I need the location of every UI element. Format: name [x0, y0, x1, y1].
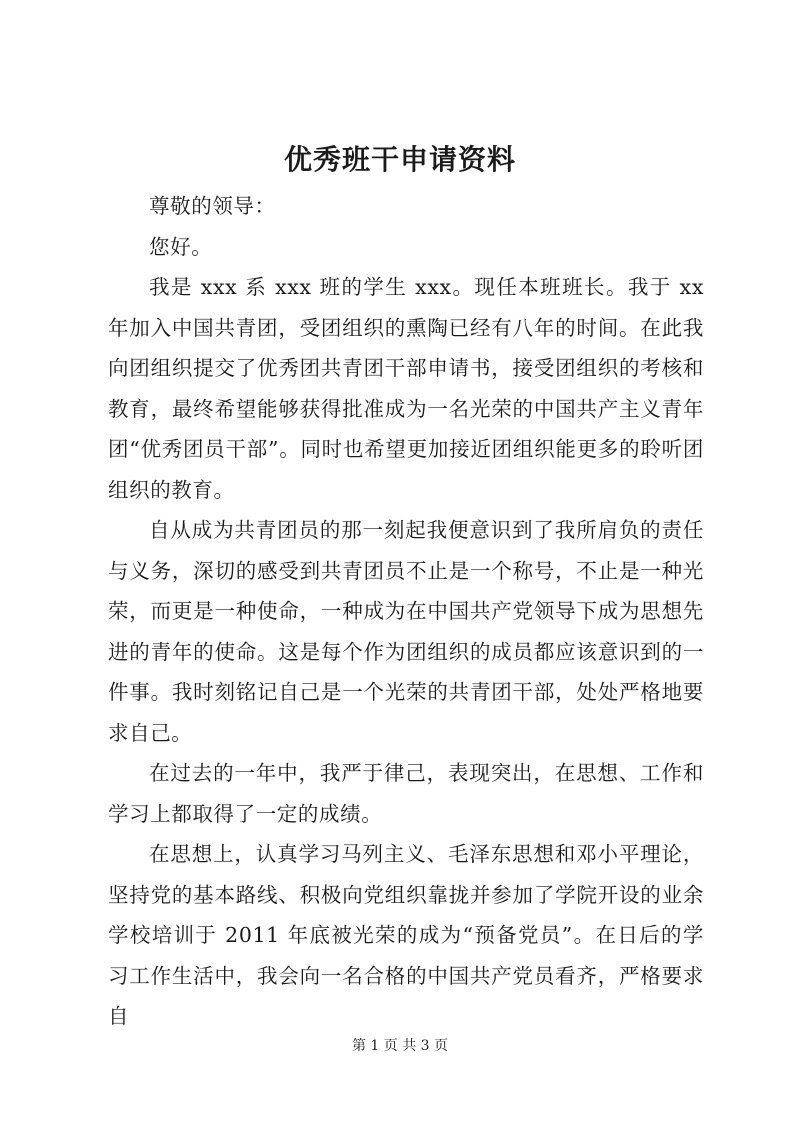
body-paragraph: 在过去的一年中，我严于律己，表现突出，在思想、工作和学习上都取得了一定的成绩。 — [108, 761, 704, 826]
page-number: 第 1 页 共 3 页 — [351, 1038, 449, 1054]
document-body — [108, 186, 704, 1037]
greeting: 您好。 — [149, 234, 213, 259]
body-paragraph: 我是 xxx 系 xxx 班的学生 xxx。现任本班班长。我于 xx 年加入中国共青团，受团组织的熏陶已经有八年的时间。在此我向团组织提交了优秀团共青团干部申请书，接受团组织的考核和教育，最终希望能够获得批准成为一名光荣的中国共产主义青年团“优秀团员干部”。同时也希望更加接近团组织能更多的聆听团组织的教育。 — [108, 275, 704, 502]
salutation: 尊敬的领导： — [149, 194, 276, 218]
document-title: 优秀班干申请资料 — [283, 143, 516, 176]
body-paragraph: 在思想上，认真学习马列主义、毛泽东思想和邓小平理论，坚持党的基本路线、积极向党组织靠拢并参加了学院开设的业余学校培训于 2011 年底被光荣的成为“预备党员”。在日后的学习工作生活中，我会向一名合格的中国共产党员看齐，严格要求自 — [108, 842, 704, 1028]
body-paragraph: 自从成为共青团员的那一刻起我便意识到了我所肩负的责任与义务，深切的感受到共青团员不止是一个称号，不止是一种光荣，而更是一种使命，一种成为在中国共产党领导下成为思想先进的青年的使命。这是每个作为团组织的成员都应该意识到的一件事。我时刻铭记自己是一个光荣的共青团干部，处处严格地要求自己。 — [108, 518, 704, 745]
